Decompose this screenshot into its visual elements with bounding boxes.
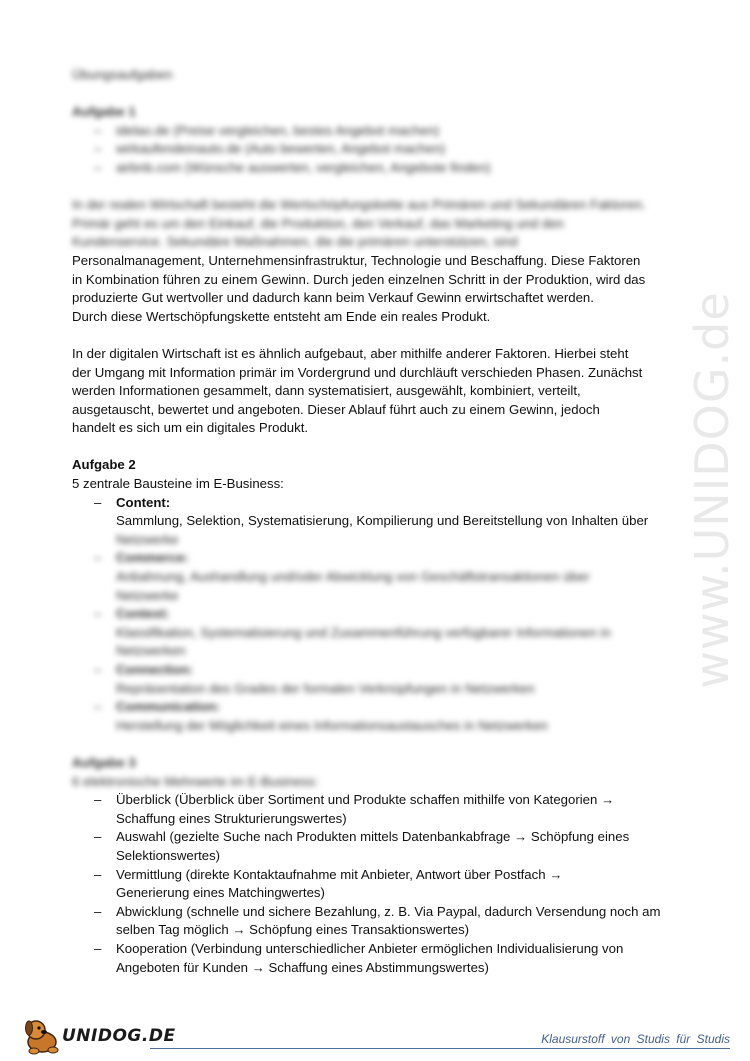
list-item: – Connection: Repräsentation des Grades der formalen Verknüpfungen in Netzwerken <box>72 661 682 698</box>
paragraph-line: Primär geht es um den Einkauf, die Produktion, den Verkauf, das Marketing und den <box>72 215 564 231</box>
paragraph-line: Personalmanagement, Unternehmensinfrastruktur, Technologie und Beschaffung. Diese Faktoren <box>72 252 641 268</box>
footer-divider <box>150 1048 730 1049</box>
aufgabe3-list <box>72 791 682 977</box>
list-item: – Auswahl (gezielte Suche nach Produkten mittels Datenbankabfrage → Schöpfung eines Selektionswertes) <box>94 829 630 863</box>
item-title: Context: <box>116 606 170 622</box>
watermark <box>682 250 742 730</box>
list-item: – Communication: Herstellung der Möglichkeit eines Informationsaustausches in Netzwerken <box>72 698 682 735</box>
list-item: – Abwicklung (schnelle und sichere Bezahlung, z. B. Via Paypal, dadurch Versendung noch am selben Tag möglich → Schöpfung eines Transaktionswertes) <box>94 903 661 938</box>
aufgabe3-intro: 6 elektronische Mehrwerte im E-Business: <box>72 773 319 789</box>
item-description: Sammlung, Selektion, Systematisierung, Kompilierung und Bereitstellung von Inhalten über <box>116 513 649 529</box>
paragraph-line: produzierte Gut wertvoller und dadurch kann beim Verkauf Gewinn erwirtschaftet werden. <box>72 290 594 306</box>
list-item: – wirkaufendeinauto.de (Auto bewerten, Angebot machen) <box>94 141 446 157</box>
watermark-text: www.UNIDOG.de <box>685 291 739 689</box>
aufgabe2-intro: 5 zentrale Bausteine im E-Business: <box>72 476 284 492</box>
paragraph-line: der Umgang mit Information primär im Vordergrund und durchläuft verschieden Phasen. Zunächst <box>72 364 643 380</box>
paragraph-line: In der digitalen Wirtschaft ist es ähnlich aufgebaut, aber mithilfe anderer Faktoren. Hierbei steht <box>72 345 629 361</box>
paragraph-line: in Kombination führen zu einem Gewinn. Durch jeden einzelnen Schritt in der Produktion, wird das <box>72 271 646 287</box>
item-title: Commerce: <box>116 550 189 566</box>
item-description: Herstellung der Möglichkeit eines Informationsaustausches in Netzwerken <box>116 717 548 733</box>
item-description: Anbahnung, Aushandlung und/oder Abwicklung von Geschäftstransaktionen über <box>116 569 590 585</box>
paragraph-line: werden Informationen gesammelt, dann systematisiert, ausgewählt, kombiniert, verteilt, <box>72 383 581 399</box>
paragraph-line: In der realen Wirtschaft besteht die Wertschöpfungskette aus Primären und Sekundären Faktoren. <box>72 197 646 213</box>
list-item: – Kooperation (Verbindung unterschiedlicher Anbieter ermöglichen Individualisierung von Angeboten für Kunden → Schaffung eines Abstimmungswertes) <box>94 940 624 975</box>
list-item: – Überblick (Überblick über Sortiment und Produkte schaffen mithilfe von Kategorien → Schaffung eines Strukturierungswertes) <box>94 792 615 826</box>
list-item: – Content: Sammlung, Selektion, Systematisierung, Kompilierung und Bereitstellung von Inhalten über Netzwerke <box>72 494 682 550</box>
paragraph-line: Kundenservice. Sekundäre Maßnahmen, die die primären unterstützen, sind <box>72 234 518 250</box>
page-footer <box>0 1012 750 1060</box>
item-description: Repräsentation des Grades der formalen Verknüpfungen in Netzwerken <box>116 680 535 696</box>
aufgabe1-paragraph-1 <box>72 196 682 326</box>
item-description: Klassifikation, Systematisierung und Zusammenführung verfügbarer Informationen in <box>116 624 611 640</box>
aufgabe1-list <box>72 122 682 178</box>
list-item: – Vermittlung (direkte Kontaktaufnahme mit Anbieter, Antwort über Postfach → Generierung eines Matchingwertes) <box>94 866 563 901</box>
logo-text: UNIDOG.DE <box>62 1026 176 1046</box>
item-description: Netzwerke <box>116 531 179 547</box>
list-item: – Commerce: Anbahnung, Aushandlung und/oder Abwicklung von Geschäftstransaktionen über Netzwerke <box>72 549 682 605</box>
paragraph-line: handelt es sich um ein digitales Produkt. <box>72 420 309 436</box>
aufgabe1-paragraph-2 <box>72 345 682 438</box>
aufgabe1-heading: Aufgabe 1 <box>72 104 136 120</box>
paragraph-line: Durch diese Wertschöpfungskette entsteht am Ende ein reales Produkt. <box>72 308 491 324</box>
footer-slogan: Klausurstoff von Studis für Studis <box>541 1032 730 1046</box>
unidog-logo <box>22 1016 176 1056</box>
document-content <box>72 66 682 977</box>
item-description: Netzwerken <box>116 643 186 659</box>
dog-icon <box>22 1016 66 1056</box>
item-title: Connection: <box>116 662 193 677</box>
list-item: – Context: Klassifikation, Systematisierung und Zusammenführung verfügbarer Informationen in Netzwerken <box>72 605 682 661</box>
document-title: Übungsaufgaben <box>72 67 173 82</box>
aufgabe2-heading: Aufgabe 2 <box>72 457 136 473</box>
list-item: – idelao.de (Preise vergleichen, bestes Angebot machen) <box>94 122 440 138</box>
item-title: Communication: <box>116 699 221 715</box>
aufgabe2-list <box>72 494 682 736</box>
list-item: – airbnb.com (Wünsche auswerten, vergleichen, Angebote finden) <box>94 159 491 175</box>
item-title: Content: <box>116 494 171 510</box>
item-description: Netzwerke <box>116 587 179 603</box>
paragraph-line: ausgetauscht, bewertet und angeboten. Dieser Ablauf führt auch zu einem Gewinn, jedoch <box>72 401 600 417</box>
aufgabe3-heading: Aufgabe 3 <box>72 754 136 770</box>
